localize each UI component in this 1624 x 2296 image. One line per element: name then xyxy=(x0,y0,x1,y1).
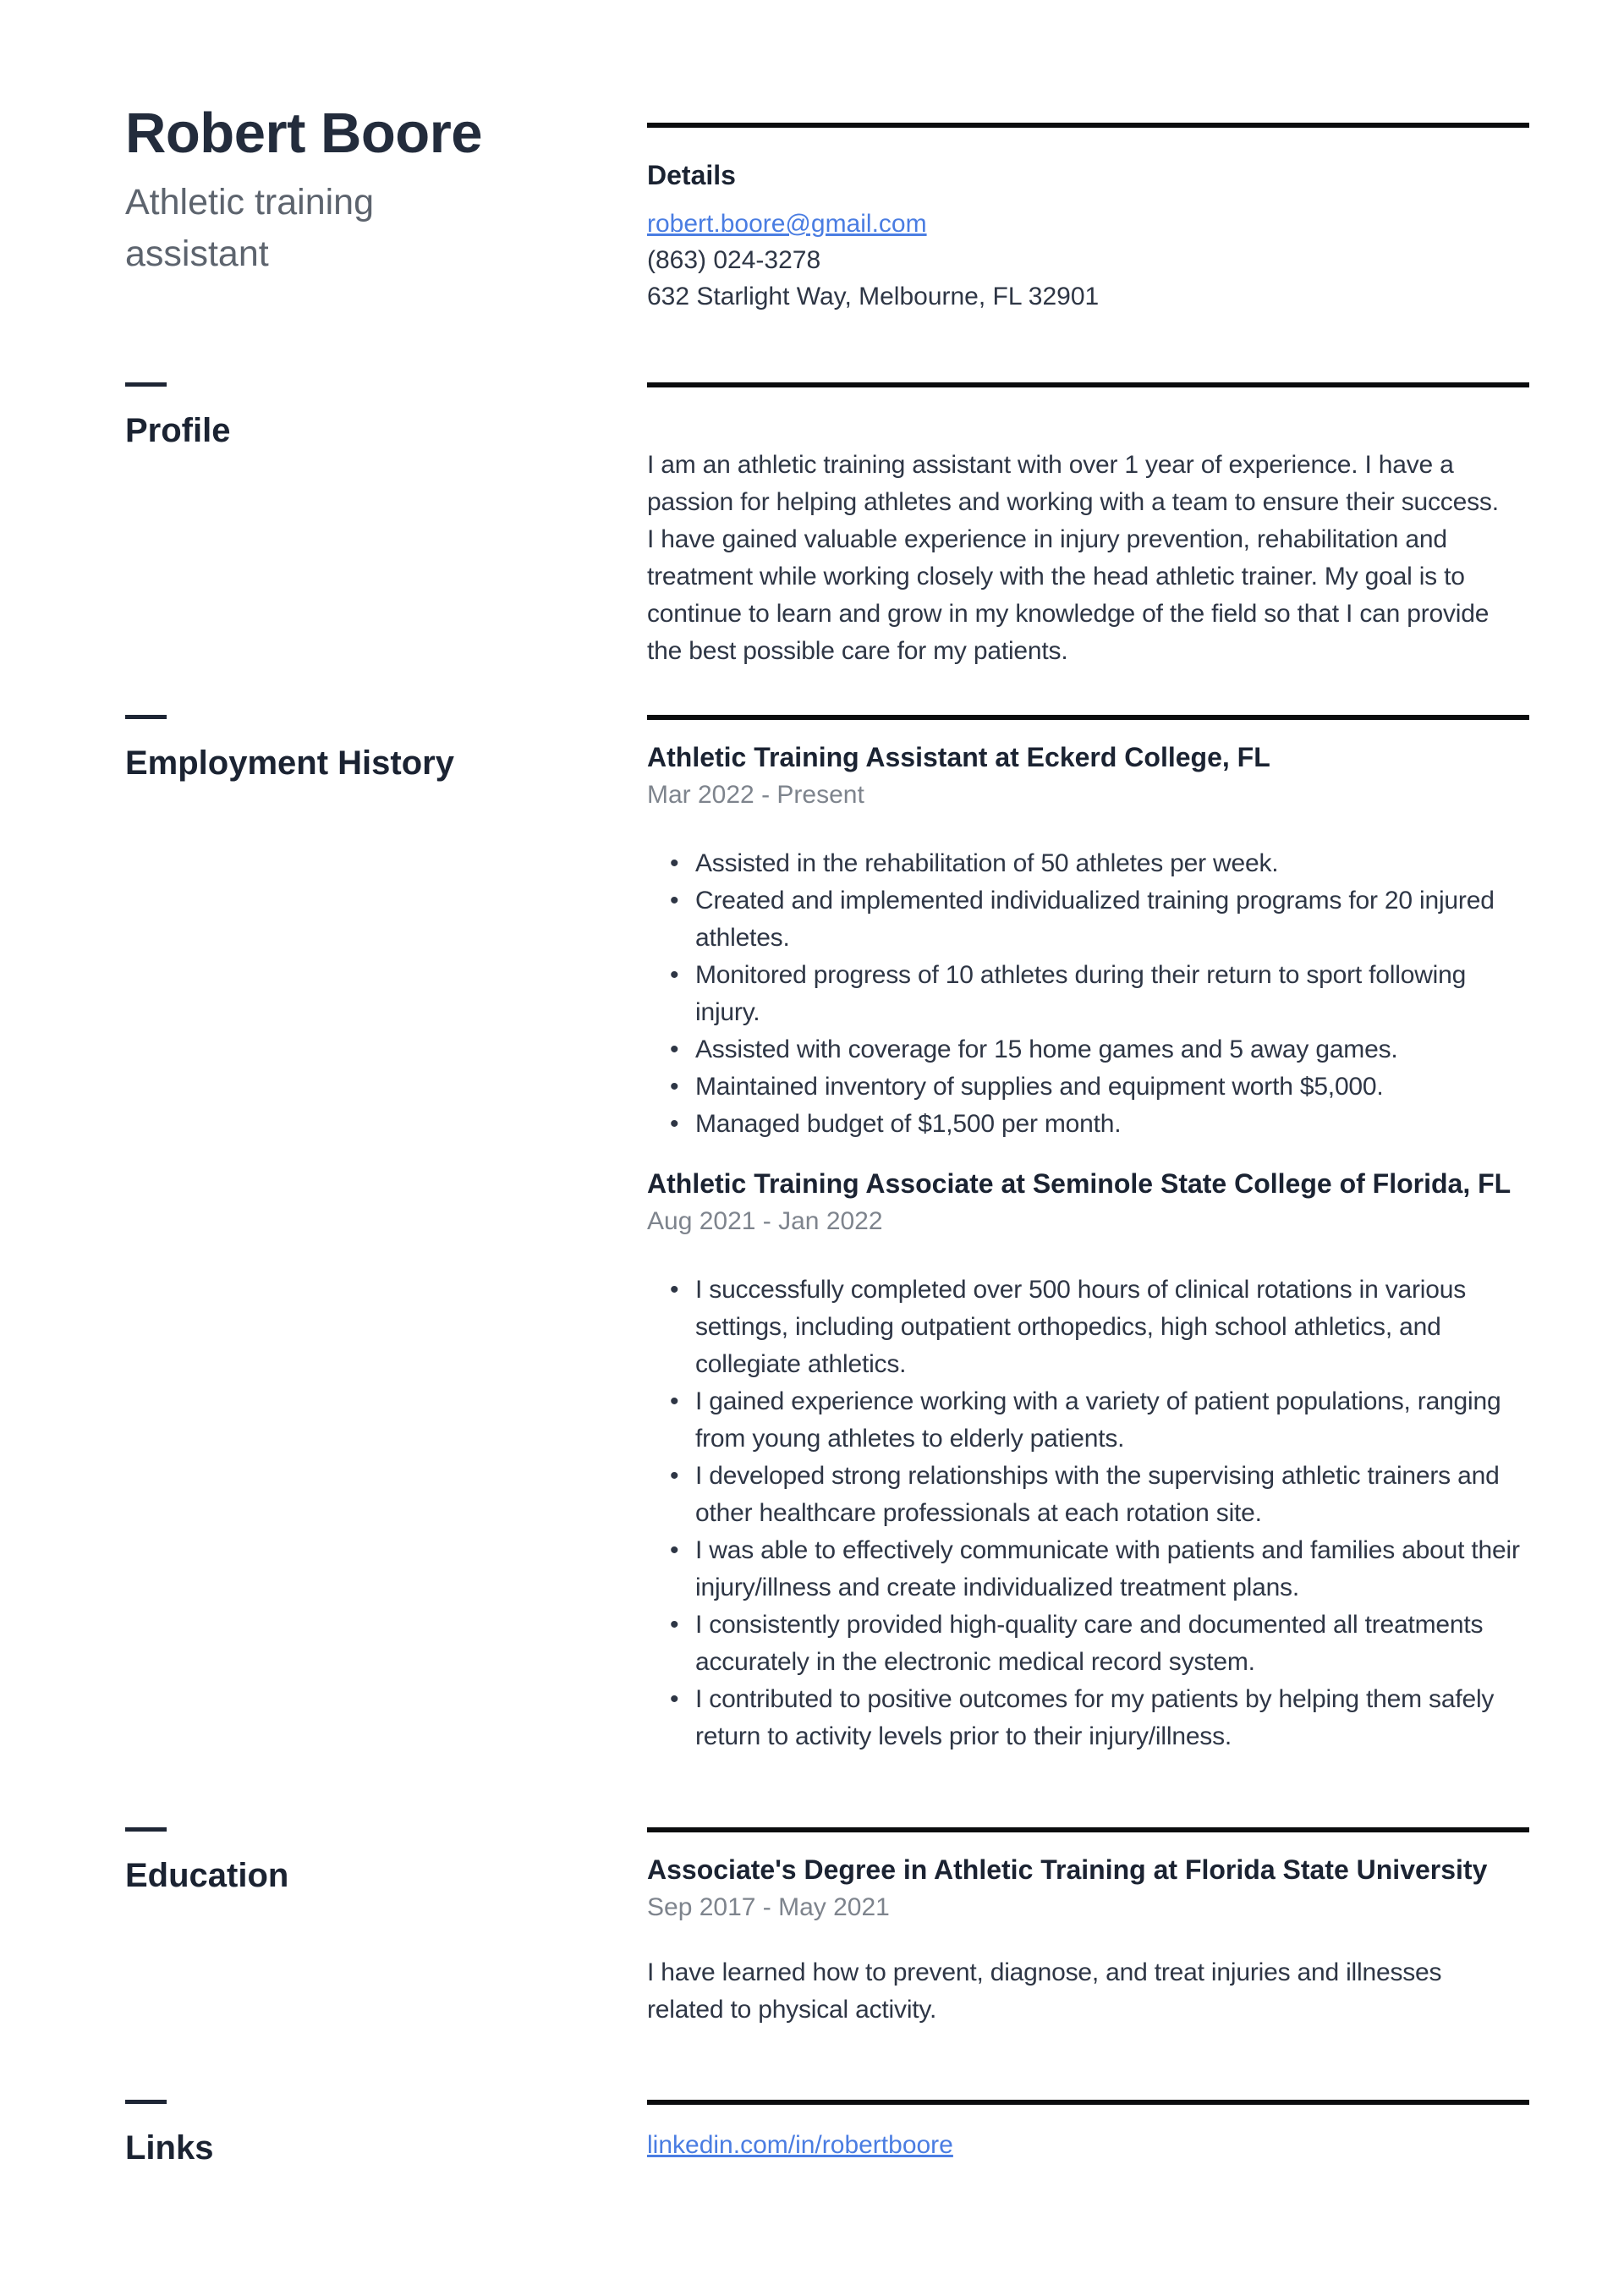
education-content xyxy=(647,1827,1529,2029)
job-bullet: • Assisted with coverage for 15 home games and 5 away games. xyxy=(695,1031,1529,1068)
job-bullet: • Created and implemented individualized training programs for 20 injured athletes. xyxy=(695,882,1529,957)
profile-label xyxy=(125,382,647,670)
job-bullet: • Maintained inventory of supplies and equipment worth $5,000. xyxy=(695,1068,1529,1106)
links-label xyxy=(125,2100,647,2168)
job-entry-eckerd xyxy=(647,740,1529,1143)
education-heading: Education xyxy=(125,1857,289,1894)
links-heading: Links xyxy=(125,2129,214,2167)
job-dates: Mar 2022 - Present xyxy=(647,781,864,809)
linkedin-link[interactable]: linkedin.com/in/robertboore xyxy=(647,2131,953,2159)
profile-section xyxy=(125,382,1529,670)
job-dates: Aug 2021 - Jan 2022 xyxy=(647,1207,883,1235)
education-label xyxy=(125,1827,647,2029)
header-left xyxy=(125,102,647,315)
profile-content xyxy=(647,382,1529,670)
section-marker-dash xyxy=(125,382,167,387)
job-bullet: • Assisted in the rehabilitation of 50 athletes per week. xyxy=(695,845,1529,882)
email-link[interactable]: robert.boore@gmail.com xyxy=(647,210,927,238)
section-rule xyxy=(647,382,1529,387)
job-bullet: • I developed strong relationships with the supervising athletic trainers and other healthcare professionals at each rotation site. xyxy=(695,1458,1529,1532)
job-bullet: • Managed budget of $1,500 per month. xyxy=(695,1106,1529,1143)
section-rule xyxy=(647,1827,1529,1832)
links-content xyxy=(647,2100,1529,2168)
section-marker-dash xyxy=(125,1827,167,1832)
section-rule xyxy=(647,715,1529,720)
section-marker-dash xyxy=(125,2100,167,2104)
job-bullet: • Monitored progress of 10 athletes during their return to sport following injury. xyxy=(695,957,1529,1031)
degree-description: I have learned how to prevent, diagnose, and treat injuries and illnesses related to physical activity. xyxy=(647,1958,1442,2024)
phone-number: (863) 024-3278 xyxy=(647,246,821,274)
person-name: Robert Boore xyxy=(125,102,483,165)
job-bullet-list xyxy=(647,845,1529,1143)
job-bullet: • I contributed to positive outcomes for my patients by helping them safely return to activity levels prior to their injury/illness. xyxy=(695,1681,1529,1755)
job-bullet: • I successfully completed over 500 hours of clinical rotations in various settings, including outpatient orthopedics, high school athletics, and collegiate athletics. xyxy=(695,1272,1529,1383)
job-title: Athletic Training Assistant at Eckerd College, FL xyxy=(647,742,1270,772)
employment-label xyxy=(125,715,647,1755)
job-bullet: • I consistently provided high-quality care and documented all treatments accurately in the electronic medical record system. xyxy=(695,1607,1529,1681)
employment-content xyxy=(647,715,1529,1755)
header-section xyxy=(125,102,1529,315)
job-entry-seminole xyxy=(647,1167,1529,1755)
section-marker-dash xyxy=(125,715,167,719)
person-job-title: Athletic training assistant xyxy=(125,182,374,274)
section-rule xyxy=(647,123,1529,128)
employment-heading: Employment History xyxy=(125,744,454,782)
profile-heading: Profile xyxy=(125,412,231,449)
postal-address: 632 Starlight Way, Melbourne, FL 32901 xyxy=(647,283,1100,310)
details-lines xyxy=(647,206,1529,315)
job-bullet: • I was able to effectively communicate with patients and families about their injury/illness and create individualized treatment plans. xyxy=(695,1532,1529,1607)
section-rule xyxy=(647,2100,1529,2105)
degree-dates: Sep 2017 - May 2021 xyxy=(647,1893,890,1921)
details-heading: Details xyxy=(647,160,736,190)
job-bullet-list xyxy=(647,1272,1529,1755)
profile-text: I am an athletic training assistant with over 1 year of experience. I have a passion for helping athletes and working with a team to ensure their success. I have gained valuable experience in injury prevention, rehabilitation and treatment while working closely with the head athletic trainer. My goal is to continue to learn and grow in my knowledge of the field so that I can provide the best possible care for my patients. xyxy=(647,451,1499,665)
employment-section xyxy=(125,715,1529,1755)
job-bullet: • I gained experience working with a variety of patient populations, ranging from young athletes to elderly patients. xyxy=(695,1383,1529,1458)
links-section xyxy=(125,2100,1529,2168)
details-block xyxy=(647,102,1529,315)
job-title: Athletic Training Associate at Seminole State College of Florida, FL xyxy=(647,1168,1512,1199)
degree-title: Associate's Degree in Athletic Training at Florida State University xyxy=(647,1854,1488,1885)
education-section xyxy=(125,1827,1529,2029)
